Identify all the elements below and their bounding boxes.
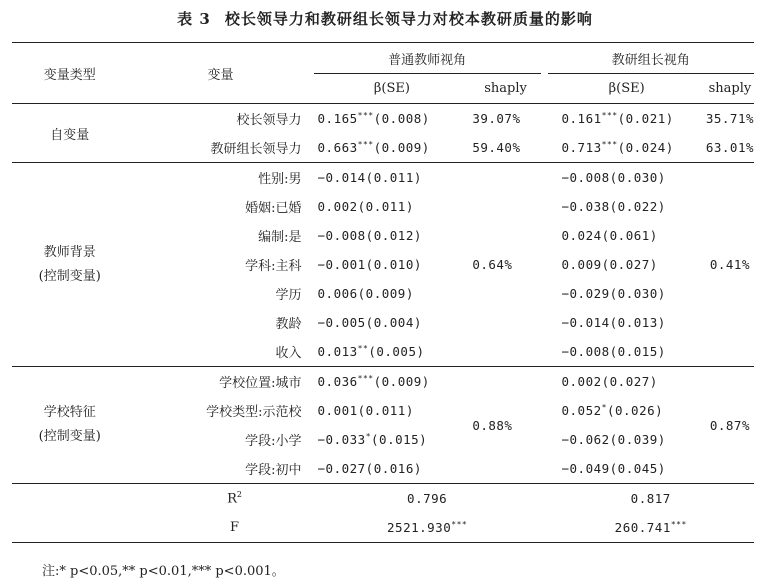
row-variable: 学历	[275, 288, 302, 303]
f-stat-teacher: 2521.930***	[314, 513, 541, 543]
shaply-cell: 35.71%	[706, 104, 754, 134]
section-independent: 自变量	[12, 104, 128, 163]
coef-cell: 0.663***(0.009)	[317, 139, 430, 156]
coef-cell: −0.001(0.010)	[317, 257, 422, 272]
row-variable: 学科:主科	[245, 259, 302, 274]
coef-cell: 0.024(0.061)	[561, 228, 658, 243]
coef-cell: −0.049(0.045)	[561, 461, 666, 476]
coef-cell: 0.006(0.009)	[317, 286, 414, 301]
coef-cell: 0.036***(0.009)	[314, 367, 471, 397]
row-variable: 学校位置:城市	[128, 367, 314, 397]
results-table	[12, 42, 754, 543]
row-variable: 教龄	[275, 317, 302, 332]
row-variable: 婚姻:已婚	[245, 201, 302, 216]
coef-cell: −0.008(0.030)	[548, 163, 706, 193]
row-variable: 校长领导力	[128, 104, 314, 134]
coef-cell: 0.161***(0.021)	[548, 104, 706, 134]
row-variable: 收入	[275, 346, 302, 361]
coef-cell: −0.038(0.022)	[561, 199, 666, 214]
header-leader-perspective: 教研组长视角	[548, 43, 755, 74]
section-school-features: 学校特征 (控制变量)	[12, 367, 128, 484]
coef-cell: −0.008(0.015)	[561, 344, 666, 359]
header-shaply-1: shaply	[484, 81, 527, 96]
f-stat-leader: 260.741***	[548, 513, 755, 543]
shaply-cell: 0.64%	[470, 163, 540, 367]
coef-cell: −0.027(0.016)	[317, 461, 422, 476]
row-variable: 学段:小学	[245, 434, 302, 449]
table-caption: 校长领导力和教研组长领导力对校本教研质量的影响	[224, 10, 593, 28]
coef-cell: 0.165***(0.008)	[314, 104, 471, 134]
header-variable-type: 变量类型	[12, 43, 128, 104]
shaply-cell: 63.01%	[705, 140, 754, 155]
r-squared-leader: 0.817	[548, 484, 755, 514]
row-variable: 性别:男	[128, 163, 314, 193]
coef-cell: −0.005(0.004)	[317, 315, 422, 330]
coef-cell: 0.002(0.027)	[548, 367, 706, 397]
row-variable: 编制:是	[258, 230, 302, 245]
f-stat-label: F	[128, 513, 314, 543]
coef-cell: −0.008(0.012)	[317, 228, 422, 243]
row-variable: 教研组长领导力	[210, 142, 302, 157]
coef-cell: 0.713***(0.024)	[561, 139, 674, 156]
coef-cell: −0.014(0.013)	[561, 315, 666, 330]
coef-cell: −0.029(0.030)	[561, 286, 666, 301]
header-beta-2: β(SE)	[608, 81, 645, 96]
coef-cell: −0.062(0.039)	[561, 432, 666, 447]
header-teacher-perspective: 普通教师视角	[314, 43, 541, 74]
section-teacher-background: 教师背景 (控制变量)	[12, 163, 128, 367]
row-variable: 学校类型:示范校	[206, 405, 302, 420]
coef-cell: 0.001(0.011)	[317, 403, 414, 418]
shaply-cell: 59.40%	[472, 140, 521, 155]
coef-cell: 0.009(0.027)	[561, 257, 658, 272]
coef-cell: 0.013**(0.005)	[317, 343, 425, 360]
header-variable: 变量	[128, 43, 314, 104]
shaply-cell: 0.88%	[470, 367, 540, 484]
table-note: 注:* p<0.05,** p<0.01,*** p<0.001。	[42, 564, 285, 579]
shaply-cell: 0.87%	[706, 367, 754, 484]
table-number: 表 3	[177, 10, 211, 28]
coef-cell: −0.033*(0.015)	[317, 431, 428, 448]
shaply-cell: 0.41%	[706, 163, 754, 367]
coef-cell: 0.052*(0.026)	[561, 402, 664, 419]
coef-cell: −0.014(0.011)	[314, 163, 471, 193]
table-title	[0, 8, 770, 29]
shaply-cell: 39.07%	[470, 104, 540, 134]
header-shaply-2: shaply	[708, 81, 752, 96]
r-squared-teacher: 0.796	[314, 484, 541, 514]
coef-cell: 0.002(0.011)	[317, 199, 414, 214]
header-beta-1: β(SE)	[373, 81, 410, 96]
r-squared-label: $R^2$	[128, 484, 314, 514]
row-variable: 学段:初中	[245, 463, 302, 478]
